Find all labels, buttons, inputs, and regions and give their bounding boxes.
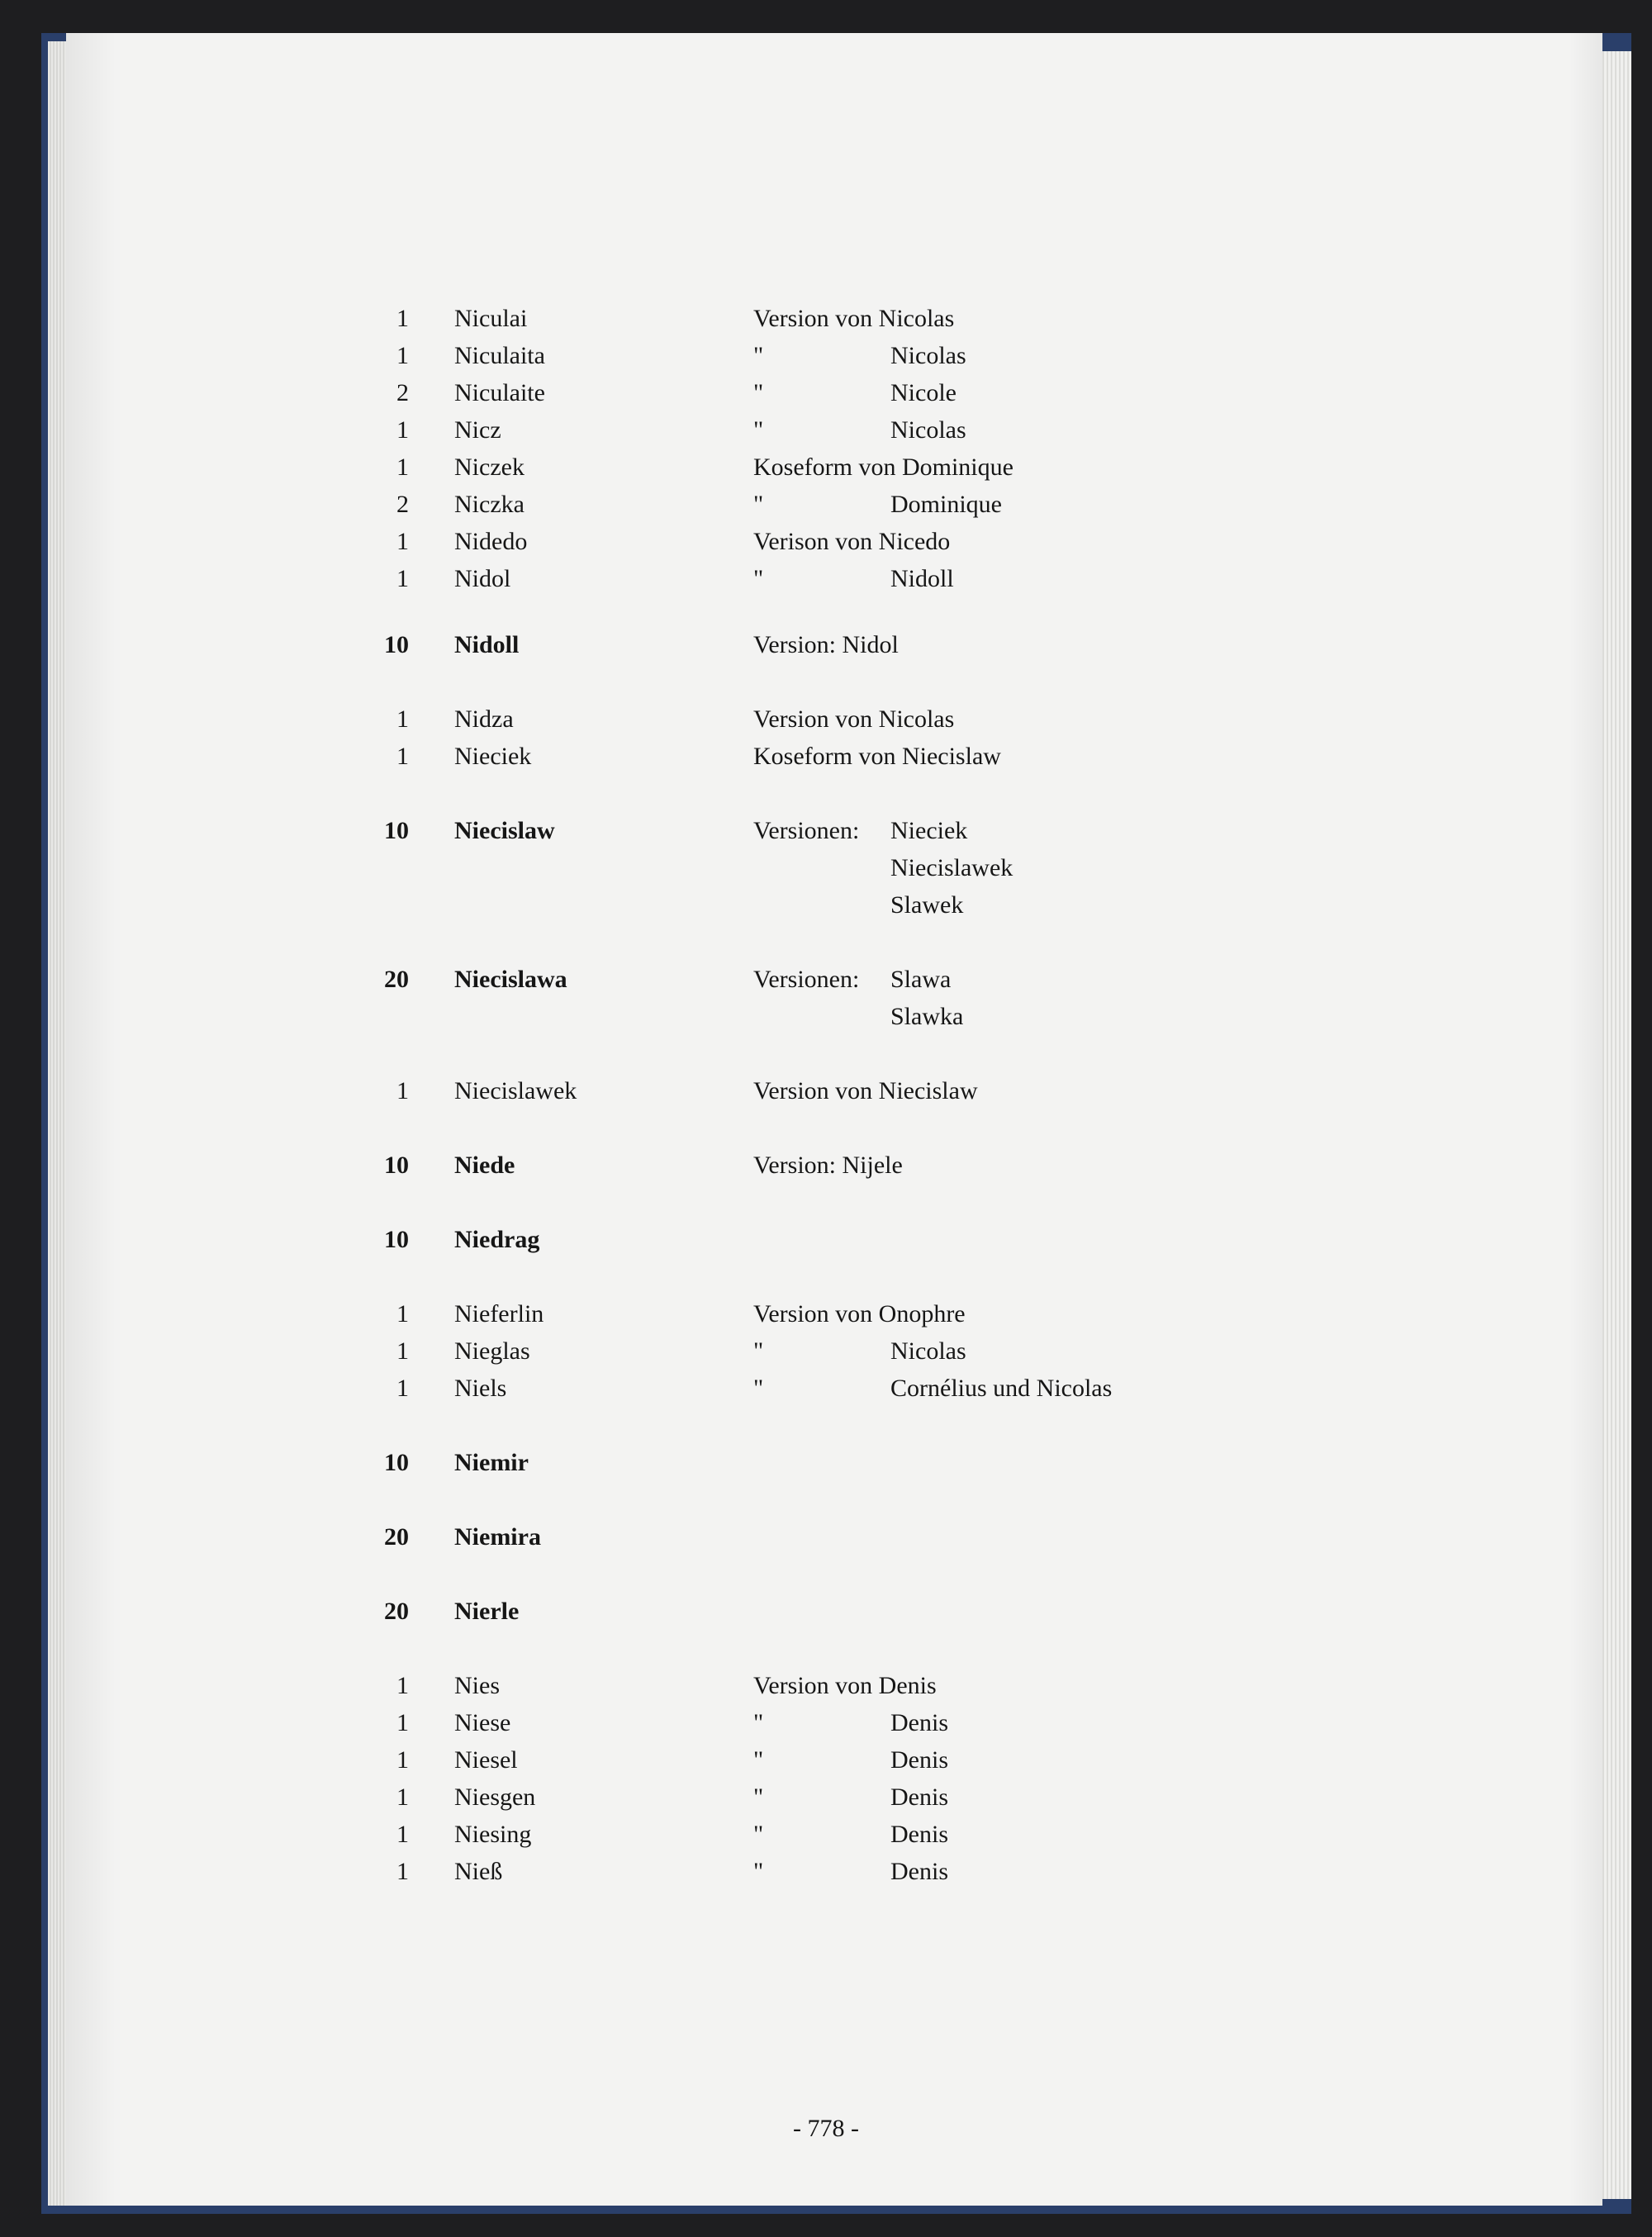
entry-description: ": [753, 342, 764, 369]
entry-name: Niculai: [454, 305, 528, 332]
entry-name: Niese: [454, 1709, 511, 1736]
entry-description: ": [753, 565, 764, 592]
entry-count: 1: [396, 1783, 409, 1811]
entry-description: Version von Niecislaw: [753, 1077, 978, 1104]
list-item: [0, 1223, 1652, 1257]
list-item: [0, 1594, 1652, 1629]
entry-count: 1: [396, 342, 409, 369]
entry-count: 1: [396, 1709, 409, 1736]
entry-count: 2: [396, 379, 409, 406]
entry-name: Nidedo: [454, 528, 528, 555]
entry-description-detail: Nieciek: [890, 817, 968, 844]
entry-name: Niels: [454, 1375, 507, 1402]
entry-description: Version: Nidol: [753, 631, 899, 658]
entry-description: Version von Nicolas: [753, 305, 955, 332]
entry-count: 1: [396, 1672, 409, 1699]
entry-description: Version von Onophre: [753, 1300, 966, 1327]
entry-count: 10: [384, 1449, 409, 1476]
list-item: [0, 702, 1652, 737]
entry-count: 1: [396, 1077, 409, 1104]
entry-count: 10: [384, 1152, 409, 1179]
entry-name: Nieß: [454, 1858, 503, 1885]
list-item: [0, 1706, 1652, 1741]
entry-description: ": [753, 1858, 764, 1885]
entry-name: Niecislaw: [454, 817, 555, 844]
list-item: [0, 814, 1652, 848]
entry-description: Version: Nijele: [753, 1152, 903, 1179]
list-item: [0, 888, 1652, 923]
entry-description-detail: Slawek: [890, 891, 964, 919]
entry-name: Nieglas: [454, 1337, 530, 1365]
entry-count: 20: [384, 1523, 409, 1551]
entry-description: ": [753, 491, 764, 518]
list-item: [0, 413, 1652, 448]
entry-count: 1: [396, 416, 409, 444]
entry-name: Nidza: [454, 705, 514, 733]
entry-count: 1: [396, 1375, 409, 1402]
entry-count: 1: [396, 705, 409, 733]
list-item: [0, 1297, 1652, 1332]
list-item: [0, 450, 1652, 485]
list-item: [0, 628, 1652, 663]
entry-description-detail: Slawka: [890, 1003, 964, 1030]
list-item: [0, 962, 1652, 997]
entry-count: 1: [396, 1300, 409, 1327]
entry-description-detail: Slawa: [890, 966, 952, 993]
list-item: [0, 562, 1652, 596]
entry-name: Niesel: [454, 1746, 518, 1774]
entry-name: Niede: [454, 1152, 515, 1179]
entry-name: Nicz: [454, 416, 501, 444]
list-item: [0, 1000, 1652, 1034]
entry-description: Versionen:: [753, 817, 860, 844]
list-item: [0, 1669, 1652, 1703]
entry-description-detail: Dominique: [890, 491, 1002, 518]
entry-count: 1: [396, 1337, 409, 1365]
entry-description: ": [753, 1746, 764, 1774]
entry-name: Nieciek: [454, 743, 532, 770]
entry-name: Niecislawa: [454, 966, 567, 993]
entry-description-detail: Nicolas: [890, 1337, 966, 1365]
entry-count: 10: [384, 817, 409, 844]
entry-description-detail: Denis: [890, 1821, 948, 1848]
entry-count: 20: [384, 1598, 409, 1625]
entry-description-detail: Denis: [890, 1858, 948, 1885]
entry-description: Version von Nicolas: [753, 705, 955, 733]
entry-description: ": [753, 1783, 764, 1811]
entry-description: ": [753, 1821, 764, 1848]
entry-name: Niemir: [454, 1449, 529, 1476]
entry-name: Niesgen: [454, 1783, 536, 1811]
list-item: [0, 1855, 1652, 1889]
page-number: - 778 -: [793, 2115, 859, 2142]
list-item: [0, 1743, 1652, 1778]
entry-description: Koseform von Niecislaw: [753, 743, 1001, 770]
entry-description-detail: Niecislawek: [890, 854, 1014, 881]
entry-name: Niesing: [454, 1821, 532, 1848]
entry-name: Nidoll: [454, 631, 520, 658]
entry-name: Nies: [454, 1672, 500, 1699]
entry-count: 2: [396, 491, 409, 518]
entry-description: Versionen:: [753, 966, 860, 993]
entry-description: ": [753, 1375, 764, 1402]
entry-description-detail: Nicolas: [890, 416, 966, 444]
entry-name: Niculaita: [454, 342, 545, 369]
list-item: [0, 739, 1652, 774]
entry-name: Nieferlin: [454, 1300, 544, 1327]
list-item: [0, 1148, 1652, 1183]
entry-name: Niecislawek: [454, 1077, 577, 1104]
entry-description-detail: Nicole: [890, 379, 957, 406]
entry-count: 1: [396, 565, 409, 592]
entry-count: 10: [384, 631, 409, 658]
entry-description: Version von Denis: [753, 1672, 937, 1699]
entry-count: 10: [384, 1226, 409, 1253]
list-item: [0, 376, 1652, 411]
entry-name: Niedrag: [454, 1226, 540, 1253]
list-item: [0, 525, 1652, 559]
entry-description: ": [753, 416, 764, 444]
list-item: [0, 302, 1652, 336]
list-item: [0, 1817, 1652, 1852]
entry-name: Nidol: [454, 565, 511, 592]
list-item: [0, 1371, 1652, 1406]
list-item: [0, 1520, 1652, 1555]
entry-name: Niczka: [454, 491, 525, 518]
entry-name: Niculaite: [454, 379, 545, 406]
list-item: [0, 487, 1652, 522]
list-item: [0, 851, 1652, 886]
entry-count: 1: [396, 1858, 409, 1885]
list-item: [0, 1780, 1652, 1815]
list-item: [0, 339, 1652, 373]
entry-description-detail: Nidoll: [890, 565, 954, 592]
list-item: [0, 1446, 1652, 1480]
entry-description-detail: Cornélius und Nicolas: [890, 1375, 1113, 1402]
entry-description: ": [753, 1337, 764, 1365]
entry-name: Niczek: [454, 454, 525, 481]
entry-count: 1: [396, 743, 409, 770]
entry-description-detail: Denis: [890, 1709, 948, 1736]
entry-count: 1: [396, 1821, 409, 1848]
entry-count: 1: [396, 305, 409, 332]
entry-name: Niemira: [454, 1523, 541, 1551]
entry-description-detail: Nicolas: [890, 342, 966, 369]
entry-description-detail: Denis: [890, 1783, 948, 1811]
entry-description: ": [753, 1709, 764, 1736]
entry-count: 20: [384, 966, 409, 993]
entry-count: 1: [396, 528, 409, 555]
entry-description: Verison von Nicedo: [753, 528, 951, 555]
entry-description-detail: Denis: [890, 1746, 948, 1774]
entry-description: Koseform von Dominique: [753, 454, 1014, 481]
entry-description: ": [753, 379, 764, 406]
list-item: [0, 1074, 1652, 1109]
list-item: [0, 1334, 1652, 1369]
entry-count: 1: [396, 454, 409, 481]
entry-count: 1: [396, 1746, 409, 1774]
entry-name: Nierle: [454, 1598, 520, 1625]
